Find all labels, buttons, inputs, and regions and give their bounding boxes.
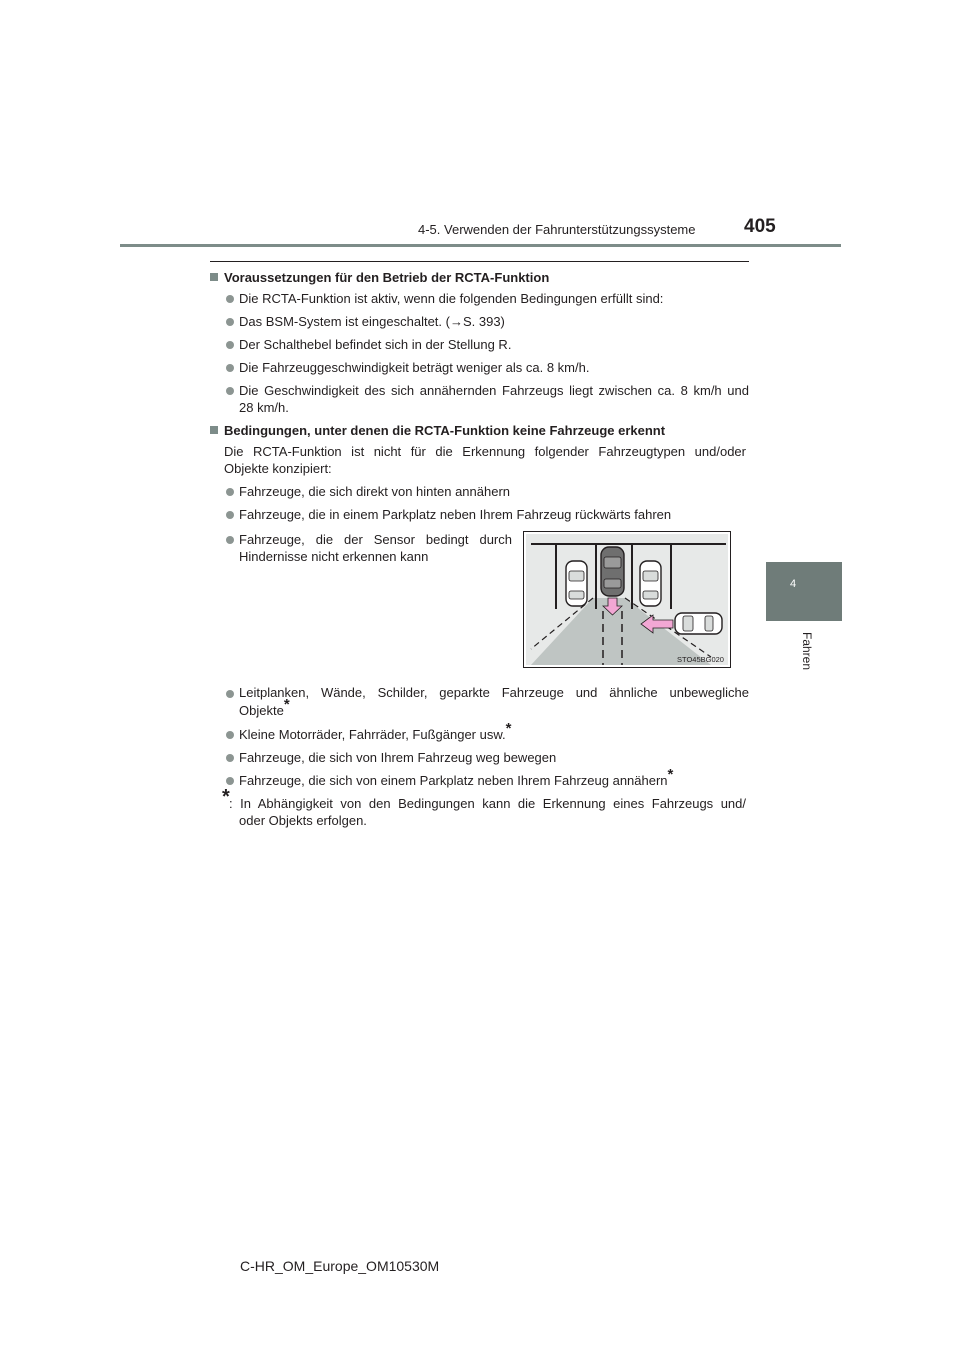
chapter-number: 4 [790,578,797,590]
footnote-text: oder Objekts erfolgen. [239,813,367,828]
asterisk-mark: * [667,766,674,783]
bullet-icon [226,536,234,544]
bullet-icon [226,295,234,303]
own-vehicle [601,547,624,596]
parked-car-left [566,561,587,606]
document-id: C-HR_OM_Europe_OM10530M [240,1258,440,1274]
bullet-icon [226,731,234,739]
list-item: Der Schalthebel befindet sich in der Stellung R. [239,337,512,352]
list-item: Das BSM-System ist eingeschaltet. (→S. 393) [239,314,505,329]
asterisk-mark: * [505,720,512,737]
approaching-car [675,613,722,634]
list-item: Fahrzeuge, die sich direkt von hinten annähern [239,484,511,499]
footnote-asterisk: * [222,786,230,808]
square-bullet-icon [210,273,218,281]
bullet-icon [226,387,234,395]
section-heading-rcta-limitations: Bedingungen, unter denen die RCTA-Funktion keine Fahrzeuge erkennt [210,422,665,439]
list-item-continuation: Objekte* [239,696,290,718]
asterisk-mark: * [283,696,290,713]
list-item-continuation: Hindernisse nicht erkennen kann [239,549,429,564]
bullet-icon [226,364,234,372]
section-title: 4-5. Verwenden der Fahrunterstützungssysteme [418,222,696,237]
list-item: Kleine Motorräder, Fahrräder, Fußgänger usw.* [239,720,512,742]
square-bullet-icon [210,426,218,434]
footnote-text: : In Abhängigkeit von den Bedingungen kann die Erkennung eines Fahrzeugs und/ [229,796,746,811]
list-item: Fahrzeuge, die sich von einem Parkplatz neben Ihrem Fahrzeug annähern* [239,766,674,788]
parked-car-right [640,561,661,606]
intro-text: Die RCTA-Funktion ist nicht für die Erkennung folgender Fahrzeugtypen und/oder [224,444,746,459]
list-item: Fahrzeuge, die der Sensor bedingt durch [239,532,512,547]
list-item: Fahrzeuge, die in einem Parkplatz neben Ihrem Fahrzeug rückwärts fahren [239,507,672,522]
bullet-icon [226,777,234,785]
bullet-icon [226,511,234,519]
bullet-icon [226,690,234,698]
parking-illustration [523,531,731,668]
list-item: Leitplanken, Wände, Schilder, geparkte Fahrzeuge und ähnliche unbewegliche [239,685,749,700]
bullet-icon [226,318,234,326]
section-heading-rcta-conditions: Voraussetzungen für den Betrieb der RCTA-Funktion [210,269,549,286]
list-item: Die RCTA-Funktion ist aktiv, wenn die folgenden Bedingungen erfüllt sind: [239,291,664,306]
bullet-icon [226,341,234,349]
illustration-code: STO45BG020 [677,655,724,664]
chapter-tab [766,562,842,621]
list-item: Die Geschwindigkeit des sich annähernden Fahrzeugs liegt zwischen ca. 8 km/h und [239,383,749,398]
bullet-icon [226,488,234,496]
header-divider [120,244,841,247]
bullet-icon [226,754,234,762]
intro-text: Objekte konzipiert: [224,461,332,476]
list-item: Die Fahrzeuggeschwindigkeit beträgt weniger als ca. 8 km/h. [239,360,590,375]
list-item-continuation: 28 km/h. [239,400,289,415]
page-number: 405 [744,216,776,237]
list-item: Fahrzeuge, die sich von Ihrem Fahrzeug weg bewegen [239,750,557,765]
chapter-label: Fahren [800,632,814,671]
content-divider [210,261,749,262]
